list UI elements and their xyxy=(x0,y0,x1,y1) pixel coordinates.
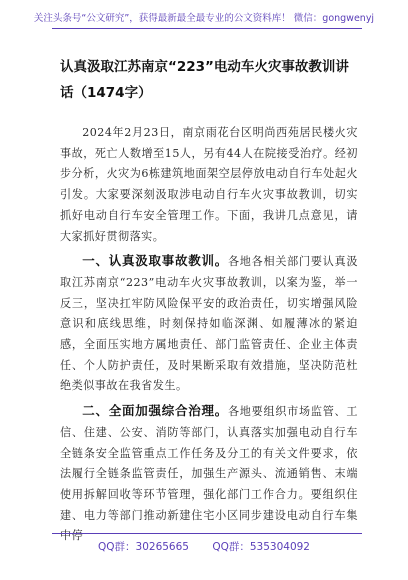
paragraph-text: 各地要组织市场监管、工信、住建、公安、消防等部门，认真落实加强电动自行车全链条安全监管重点工作任务及分工的有关文件要求，依法履行全链条监管责任，加强生产源头、流通销售、末端使用拆解回收等环节管理，强化部门工作合力。要组织住建、电力等部门推动新建住宅小区同步建设电动自行车集中停 xyxy=(60,405,358,543)
paragraph-intro xyxy=(60,123,358,247)
paragraph-section-1 xyxy=(60,251,358,397)
page-footer xyxy=(0,539,408,554)
page-header: 关注头条号“公文研究”，获得最新最全最专业的公文资料库！ 微信：gongwenyj xyxy=(33,13,375,24)
footer-divider xyxy=(52,533,362,534)
document-body xyxy=(60,123,358,547)
document-title: 认真汲取江苏南京“223”电动车火灾事故教训讲话（1474字） xyxy=(60,59,349,101)
qq-group-1: QQ群：30265665 xyxy=(98,541,189,553)
paragraph-text: 各地各相关部门要认真汲取江苏南京“223”电动车火灾事故教训，以案为鉴，举一反三，坚决扛牢防风险保平安的政治责任，切实增强风险意识和底线思维，时刻保持如临深渊、如履薄冰的紧迫感，全面压实地方属地责任、部门监管责任、企业主体责任、个人防护责任，及时果断采取有效措施，坚决防范杜绝类似事故在我省发生。 xyxy=(60,255,358,393)
qq-group-2: QQ群：535304092 xyxy=(212,541,310,553)
section-heading: 二、全面加强综合治理。 xyxy=(82,403,228,419)
section-heading: 一、认真汲取事故教训。 xyxy=(82,253,228,269)
paragraph-text: 2024年2月23日，南京雨花台区明尚西苑居民楼火灾事故，死亡人数增至15人，另有44人在院接受治疗。经初步分析，火灾为6栋建筑地面架空层停放电动自行车处起火引发。大家要深刻汲取涉电动自行车火灾事故教训，切实抓好电动自行车安全管理工作。下面，我讲几点意见，请大家抓好贯彻落实。 xyxy=(60,126,358,243)
header-divider xyxy=(52,28,362,29)
paragraph-section-2 xyxy=(60,401,358,547)
